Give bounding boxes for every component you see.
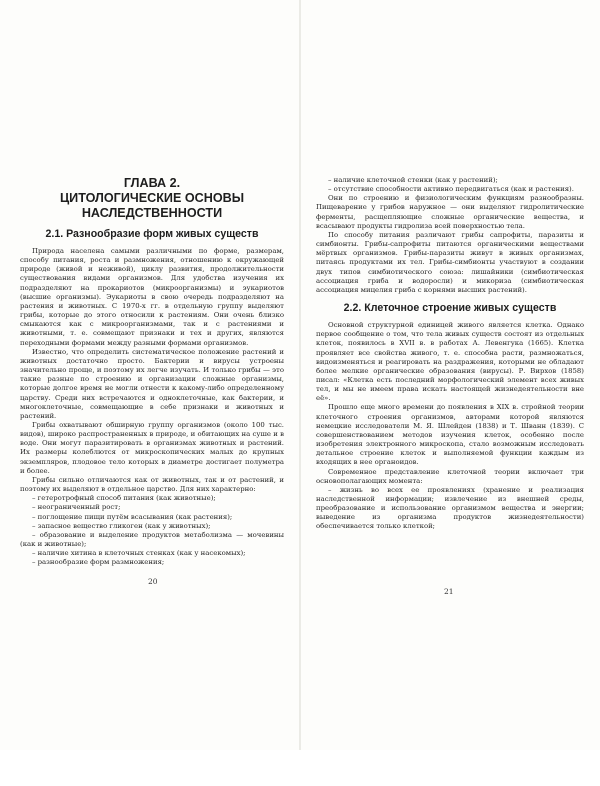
page-number-right: 21 (444, 587, 454, 596)
paragraph: Они по строению и физиологическим функциям разнообразны. Пищеварение у грибов наружное — они выделяют гидролитические ферменты, расщепляющие сложные органические вещества, и всасывают продукты гидролиза всей поверхностью тела. (316, 194, 584, 230)
paragraph: Природа населена самыми различными по форме, размерам, способу питания, роста и размножения, отношению к окружающей природе (живой и неживой), циклу развития, продолжительности существования видами организмов. Для удобства изучения их подразделяют на прокариотов (микроорганизмы) и эукариотов (высшие организмы). Эукариоты в свою очередь подразделяют на растения и животных. С 1970-х гг. в отдельную группу выделяют грибы, которые до этого относили к растениям. Они очень близко смыкаются как с микроорганизмами, так и с растениями и животными, т. е. совмещают признаки и тех и других, являются переходными формами между разными формами организмов. (20, 247, 284, 347)
paragraph: Грибы охватывают обширную группу организмов (около 100 тыс. видов), широко распространенных в природе, и обитающих на суше и в воде. Они могут паразитировать в организмах животных и растений. Их размеры колеблются от микроскопических малых до крупных экземпляров, плодовое тело которых в диаметре достигает полуметра и более. (20, 420, 284, 475)
page-number-left: 20 (148, 577, 158, 586)
page-fold (299, 0, 301, 750)
chapter-title (20, 176, 284, 221)
paragraph: По способу питания различают грибы сапрофиты, паразиты и симбионты. Грибы-сапрофиты питаются органическими веществами мёртвых организмов. Грибы-паразиты живут в живых организмах, питаясь продуктами их тел. Грибы-симбионты участвуют в создании двух типов симбиотического союза: лишайники (симбиотическая ассоциация гриба и водоросли) и микориза (симбиотическая ассоциация мицелия гриба с корнями высших растений). (316, 230, 584, 294)
list-item: – наличие клеточной стенки (как у растений); (328, 176, 498, 184)
chapter-title-line: НАСЛЕДСТВЕННОСТИ (81, 206, 223, 220)
paragraph: Современное представление клеточной теории включает три основополагающих момента: (316, 467, 584, 485)
list-item: – поглощение пищи путём всасывания (как растения); (32, 512, 233, 521)
list-item: – жизнь во всех ее проявлениях (хранение и реализация наследственной информации; извлечение из внешней среды, преобразование и использование организмом вещества и энергии; выведение из организма продуктов жизнедеятельности) обеспечивается только клеткой; (316, 485, 584, 531)
list-item: – отсутствие способности активно передвигаться (как и растения). (328, 185, 574, 194)
chapter-title-line: ЦИТОЛОГИЧЕСКИЕ ОСНОВЫ (59, 191, 245, 205)
paragraph: Прошло еще много времени до появления в XIX в. стройной теории клеточного строения организмов, авторами которой являются немецкие исследователи М. Я. Шлейден (1838) и Т. Шванн (1839). С совершенствованием методов изучения клеток, особенно после изобретения электронного микроскопа, стало возможным исследовать детальное строение клеток и выполняемой функции каждым из входящих в нее органоидов. (316, 403, 584, 467)
list-item: – образование и выделение продуктов метаболизма — мочевины (как и животные); (20, 530, 284, 548)
chapter-title-line: ГЛАВА 2. (123, 176, 181, 190)
right-page (316, 176, 584, 786)
paragraph: Основной структурной единицей живого является клетка. Однако первое сообщение о том, что тела живых существ состоят из отдельных клеток, появилось в XVII в. в работах А. Левенгука (1665). Клетка проявляет все свойства живого, т. е. способна расти, размножаться, видоизменяться и реагировать на раздражения, которыми не обладают более мелкие органические образования (вирусы). Р. Вирхов (1858) писал: «Клетка есть последний морфологический элемент всех живых тел, и мы не имеем права искать настоящей жизнедеятельности вне её». (316, 321, 584, 403)
list-item: – разнообразие форм размножения; (32, 558, 165, 567)
left-page (20, 176, 284, 786)
paragraph: Известно, что определить систематическое положение растений и животных достаточно просто. Бактерии и вирусы устроены значительно проще, и поэтому их легче изучать. И только грибы — это такие разные по строению и организации сложные организмы, которые долгое время не могли отнести к какому-либо определенному царству. Среди них встречаются и одноклеточные, как бактерии, и многоклеточные, совмещающие в себе признаки и животных и растений. (20, 347, 284, 420)
list-item: – неограниченный рост; (32, 503, 121, 512)
section-title: 2.1. Разнообразие форм живых существ (45, 228, 259, 240)
list-item: – наличие хитина в клеточных стенках (как у насекомых); (32, 549, 246, 558)
list-item: – гетеротрофный способ питания (как животные); (32, 494, 216, 503)
section-title: 2.2. Клеточное строение живых существ (343, 302, 557, 315)
list-item: – запасное вещество гликоген (как у животных); (32, 521, 211, 530)
paragraph: Грибы сильно отличаются как от животных, так и от растений, и поэтому их выделяют в отдельное царство. Для них характерно: (20, 475, 284, 494)
